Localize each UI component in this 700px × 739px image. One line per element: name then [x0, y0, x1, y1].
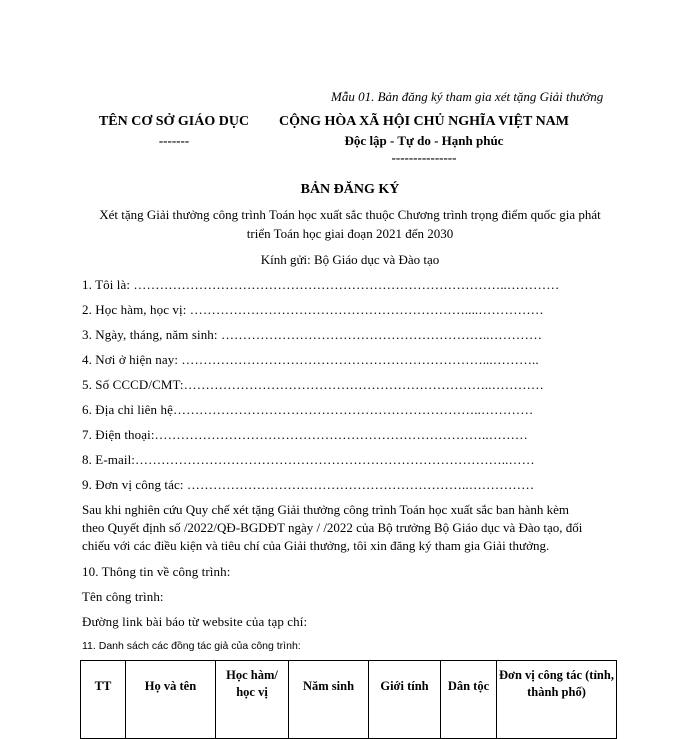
- organization-rule: -------: [158, 133, 190, 148]
- column-header-ethnicity: Dân tộc: [441, 661, 497, 739]
- field-phone: 7. Điện thoại:…………………………………………………………………..………: [82, 427, 529, 442]
- column-header-index: TT: [81, 661, 126, 739]
- document-title: BẢN ĐĂNG KÝ: [300, 182, 400, 197]
- form-label: Mẫu 01. Bản đăng ký tham gia xét tặng Giải thưởng: [331, 89, 604, 104]
- section10-heading: 10. Thông tin về công trình:: [82, 564, 231, 579]
- document-subtitle-line1: Xét tặng Giải thưởng công trình Toán học xuất sắc thuộc Chương trình trọng điểm quốc gia phát: [99, 207, 601, 222]
- motto-rule: ---------------: [391, 150, 457, 165]
- field-id-number: 5. Số CCCD/CMT:……………………………………………………………..…………: [82, 377, 545, 392]
- work-name-label: Tên công trình:: [82, 589, 164, 604]
- field-full-name: 1. Tôi là: …………………………………………………………………………..…………: [82, 277, 560, 292]
- organization-name: TÊN CƠ SỞ GIÁO DỤC: [98, 114, 250, 129]
- field-academic-title: 2. Học hàm, học vị: ………………………………………………………....……………: [82, 302, 544, 317]
- recipient-line: Kính gửi: Bộ Giáo dục và Đào tạo: [260, 252, 440, 267]
- section11-heading: 11. Danh sách các đồng tác giả của công trình:: [82, 640, 301, 652]
- declaration-line2: theo Quyết định số /2022/QĐ-BGDĐT ngày / /2022 của Bộ trưởng Bộ Giáo dục và Đào tạo, đối: [82, 520, 583, 535]
- national-motto: Độc lập - Tự do - Hạnh phúc: [344, 133, 504, 148]
- journal-link-label: Đường link bài báo từ website của tạp chí:: [82, 614, 308, 629]
- column-header-full-name: Họ và tên: [126, 661, 216, 739]
- declaration-line1: Sau khi nghiên cứu Quy chế xét tặng Giải thưởng công trình Toán học xuất sắc ban hành kèm: [82, 502, 569, 517]
- field-email: 8. E-mail:…………………………………………………………………………..……: [82, 452, 535, 467]
- column-header-gender: Giới tính: [369, 661, 441, 739]
- field-date-of-birth: 3. Ngày, tháng, năm sinh: ……………………………………………………..…………: [82, 327, 543, 342]
- column-header-academic-title: Học hàm/ học vị: [216, 661, 289, 739]
- document-subtitle-line2: triển Toán học giai đoạn 2021 đến 2030: [246, 226, 454, 241]
- national-title: CỘNG HÒA XÃ HỘI CHỦ NGHĨA VIỆT NAM: [278, 114, 569, 129]
- field-workplace: 9. Đơn vị công tác: ………………………………………………………..……………: [82, 477, 535, 492]
- declaration-line3: chiếu với các điều kiện và tiêu chí của Giải thưởng, tôi xin đăng ký tham gia Giải thưởng.: [82, 538, 550, 553]
- column-header-birth-year: Năm sinh: [289, 661, 369, 739]
- field-residence: 4. Nơi ở hiện nay: ……………………………………………………………...………..: [82, 352, 539, 367]
- field-contact-address: 6. Địa chỉ liên hệ……………………………………………………………..…………: [82, 402, 534, 417]
- column-header-workplace: Đơn vị công tác (tỉnh, thành phố): [497, 661, 617, 739]
